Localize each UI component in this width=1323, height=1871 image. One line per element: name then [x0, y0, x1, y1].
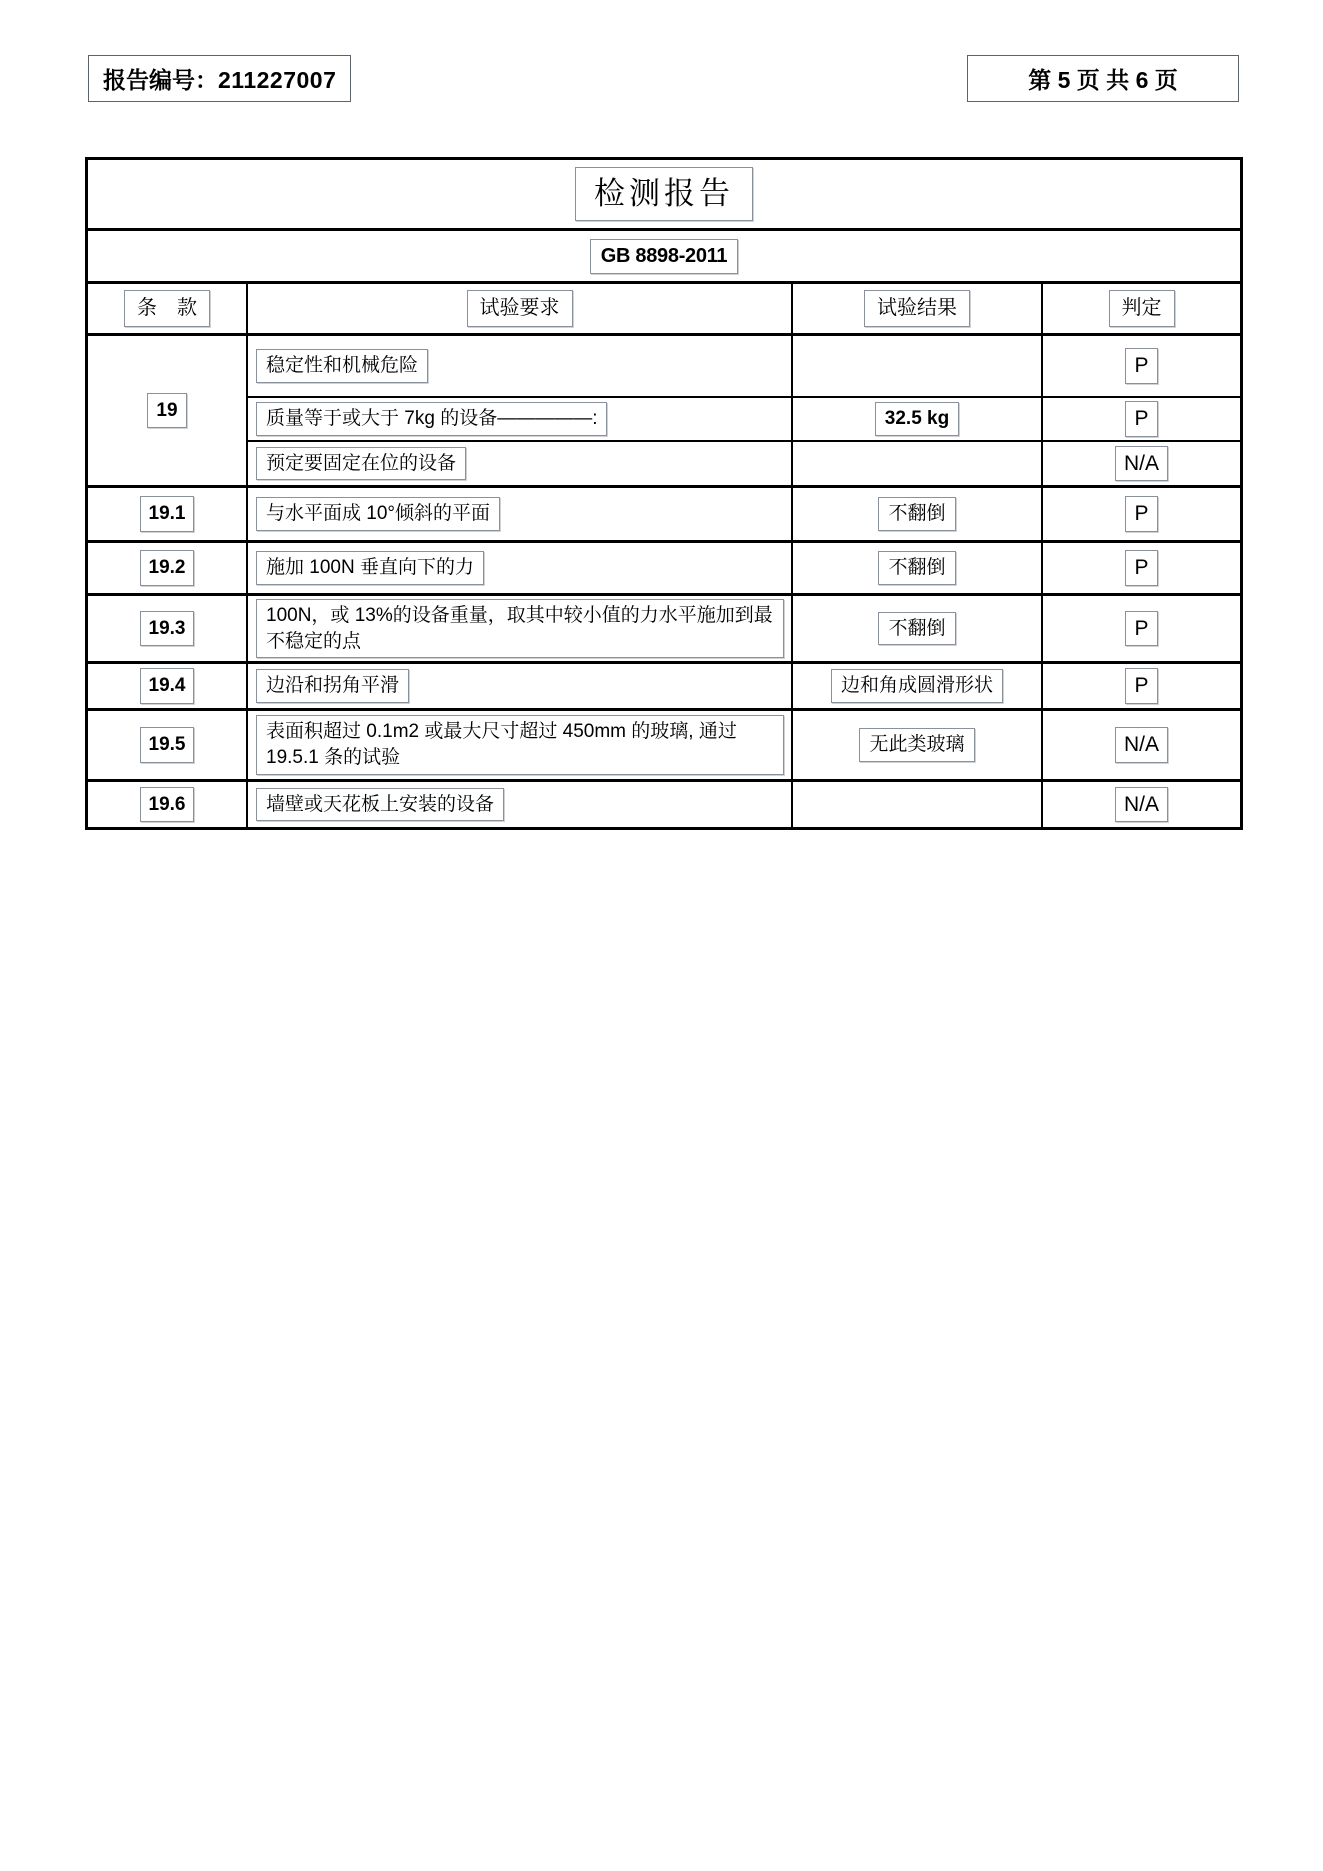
result-cell [793, 782, 1043, 827]
table-row [248, 398, 1240, 442]
report-number-label: 报告编号： [103, 67, 218, 93]
verdict-cell [1043, 596, 1240, 661]
verdict-cell [1043, 442, 1240, 485]
column-header-verdict: 判定 [1109, 290, 1175, 327]
requirement-text: 表面积超过 0.1m2 或最大尺寸超过 450mm 的玻璃, 通过 19.5.1 条的试验 [256, 715, 784, 774]
result-cell [793, 488, 1043, 540]
clause-number: 19.4 [140, 668, 195, 704]
requirement-cell [248, 596, 793, 661]
clause-number-cell [88, 488, 248, 540]
clause-number-cell [88, 543, 248, 593]
requirement-cell [248, 664, 793, 708]
result-cell [793, 442, 1043, 485]
requirement-cell [248, 336, 793, 396]
report-number-value: 211227007 [218, 67, 337, 93]
result-cell [793, 398, 1043, 440]
verdict-badge: N/A [1115, 446, 1168, 481]
clause-number: 19.6 [140, 787, 195, 823]
verdict-cell [1043, 398, 1240, 440]
column-header-result-cell [793, 284, 1043, 333]
clause-number: 19.5 [140, 727, 195, 763]
column-header-requirement-cell [248, 284, 793, 333]
clause-number: 19 [147, 393, 186, 429]
result-text: 不翻倒 [878, 497, 955, 531]
verdict-badge: P [1125, 348, 1157, 383]
result-cell [793, 543, 1043, 593]
test-report-table [85, 157, 1243, 830]
result-text: 边和角成圆滑形状 [831, 669, 1003, 703]
requirement-cell [248, 782, 793, 827]
column-header-verdict-cell [1043, 284, 1240, 333]
clause-19-subrows [248, 336, 1240, 485]
requirement-text: 施加 100N 垂直向下的力 [256, 551, 484, 585]
clause-number-cell [88, 336, 248, 485]
requirement-text: 稳定性和机械危险 [256, 349, 428, 383]
result-text: 无此类玻璃 [859, 728, 974, 762]
requirement-cell [248, 543, 793, 593]
clause-number: 19.3 [140, 611, 195, 647]
verdict-cell [1043, 711, 1240, 779]
result-text: 不翻倒 [878, 612, 955, 646]
result-cell [793, 336, 1043, 396]
requirement-text: 100N，或 13%的设备重量，取其中较小值的力水平施加到最不稳定的点 [256, 599, 784, 658]
verdict-badge: P [1125, 668, 1157, 703]
standard-name: GB 8898-2011 [590, 239, 739, 274]
table-row [248, 336, 1240, 398]
column-header-clause-cell [88, 284, 248, 333]
result-cell [793, 711, 1043, 779]
report-title: 检测报告 [575, 167, 753, 221]
column-header-result: 试验结果 [864, 290, 970, 327]
requirement-cell [248, 488, 793, 540]
verdict-cell [1043, 336, 1240, 396]
requirement-cell [248, 442, 793, 485]
verdict-cell [1043, 664, 1240, 708]
verdict-cell [1043, 488, 1240, 540]
verdict-badge: N/A [1115, 727, 1168, 762]
result-cell [793, 664, 1043, 708]
verdict-badge: P [1125, 611, 1157, 646]
title-row [88, 160, 1240, 231]
table-row [88, 782, 1240, 827]
column-header-clause: 条 款 [124, 290, 210, 327]
table-row [88, 596, 1240, 664]
clause-number: 19.1 [140, 496, 195, 532]
verdict-badge: N/A [1115, 787, 1168, 822]
clause-number-cell [88, 596, 248, 661]
table-row [88, 711, 1240, 782]
table-row [248, 442, 1240, 485]
standard-row [88, 231, 1240, 284]
table-row [88, 664, 1240, 711]
report-number-box [88, 55, 351, 102]
requirement-text: 预定要固定在位的设备 [256, 447, 466, 481]
requirement-text: 边沿和拐角平滑 [256, 669, 409, 703]
verdict-cell [1043, 782, 1240, 827]
verdict-badge: P [1125, 496, 1157, 531]
requirement-cell [248, 711, 793, 779]
requirement-text: 墙壁或天花板上安装的设备 [256, 788, 504, 822]
result-cell [793, 596, 1043, 661]
column-header-row [88, 284, 1240, 336]
table-row [88, 543, 1240, 596]
clause-19-group [88, 336, 1240, 488]
clause-number-cell [88, 664, 248, 708]
requirement-text: 质量等于或大于 7kg 的设备—————: [256, 402, 607, 436]
verdict-cell [1043, 543, 1240, 593]
verdict-badge: P [1125, 401, 1157, 436]
clause-number-cell [88, 782, 248, 827]
page-number-box: 第 5 页 共 6 页 [967, 55, 1239, 102]
verdict-badge: P [1125, 550, 1157, 585]
requirement-cell [248, 398, 793, 440]
column-header-requirement: 试验要求 [467, 290, 573, 327]
result-text: 不翻倒 [878, 551, 955, 585]
table-row [88, 488, 1240, 543]
result-text: 32.5 kg [875, 402, 959, 436]
clause-number-cell [88, 711, 248, 779]
requirement-text: 与水平面成 10°倾斜的平面 [256, 497, 500, 531]
clause-number: 19.2 [140, 550, 195, 586]
